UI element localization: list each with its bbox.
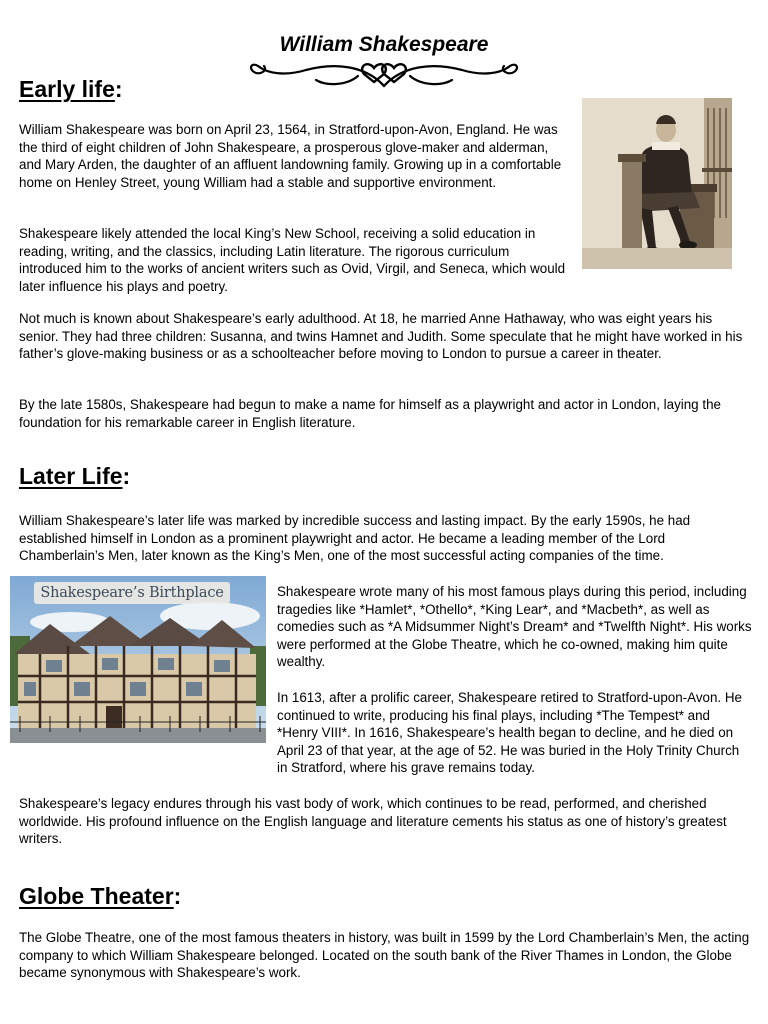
heading-colon: : — [173, 883, 182, 909]
paragraph: Not much is known about Shakespeare’s early adulthood. At 18, he married Anne Hathaway, who was eight years his senior. They had three children: Susanna, and twins Hamnet and Judith. Some speculate that he might have worked in his father’s glove-making business or as a schoolteacher before moving to London to pursue a career in theater. — [19, 311, 743, 362]
paragraph: William Shakespeare was born on April 23, 1564, in Stratford-upon-Avon, England. He was the third of eight children of John Shakespeare, a prosperous glove-maker and alderman, and Mary Arden, the daughter of an affluent landowning family. Growing up in a comfortable home on Henley Street, young William had a stable and supportive environment. — [19, 122, 562, 190]
section-heading-early-life — [19, 76, 123, 103]
heading-colon: : — [114, 76, 123, 102]
shakespeare-birthplace-image — [10, 576, 266, 743]
section-heading-later-life — [19, 463, 130, 490]
paragraph: William Shakespeare’s later life was marked by incredible success and lasting impact. By the early 1590s, he had established himself in London as a prominent playwright and actor. He became a leading member of the Lord Chamberlain’s Men, later known as the King’s Men, one of the most successful acting companies of the time. — [19, 513, 691, 564]
heading-text: Globe Theater — [19, 883, 174, 909]
paragraph: Shakespeare’s legacy endures through his vast body of work, which continues to be read, performed, and cherished worldwide. His profound influence on the English language and literature cements his status as one of history’s greatest writers. — [19, 796, 727, 847]
paragraph: Shakespeare likely attended the local King’s New School, receiving a solid education in reading, writing, and the classics, including Latin literature. The rigorous curriculum introduced him to the works of ancient writers such as Ovid, Virgil, and Seneca, which would later influence his plays and poetry. — [19, 226, 566, 294]
section-heading-globe-theater — [19, 883, 181, 910]
paragraph: Shakespeare wrote many of his most famous plays during this period, including tragedies like *Hamlet*, *Othello*, *King Lear*, and *Macbeth*, as well as comedies such as *A Midsummer Night’s Dream* and *Twelfth Night*. His works were performed at the Globe Theatre, which he co-owned, making him quite wealthy. — [277, 584, 752, 670]
page-title: William Shakespeare — [279, 33, 489, 56]
heading-text: Early life — [19, 76, 115, 102]
heading-text: Later Life — [19, 463, 123, 489]
shakespeare-portrait-image — [582, 98, 732, 269]
paragraph: By the late 1580s, Shakespeare had begun to make a name for himself as a playwright and actor in London, laying the foundation for his remarkable career in English literature. — [19, 397, 721, 430]
heading-colon: : — [122, 463, 131, 489]
paragraph: In 1613, after a prolific career, Shakespeare retired to Stratford-upon-Avon. He continued to write, producing his final plays, including *The Tempest* and *Henry VIII*. In 1616, Shakespeare’s health began to decline, and he died on April 23 of that year, at the age of 52. He was buried in the Holy Trinity Church in Stratford, where his grave remains today. — [277, 690, 742, 776]
decorative-flourish-icon — [246, 56, 522, 92]
paragraph: The Globe Theatre, one of the most famous theaters in history, was built in 1599 by the Lord Chamberlain’s Men, the acting company to which William Shakespeare belonged. Located on the south bank of the River Thames in London, the Globe became synonymous with Shakespeare’s work. — [19, 930, 750, 981]
birthplace-caption: Shakespeare’s Birthplace — [34, 582, 230, 604]
